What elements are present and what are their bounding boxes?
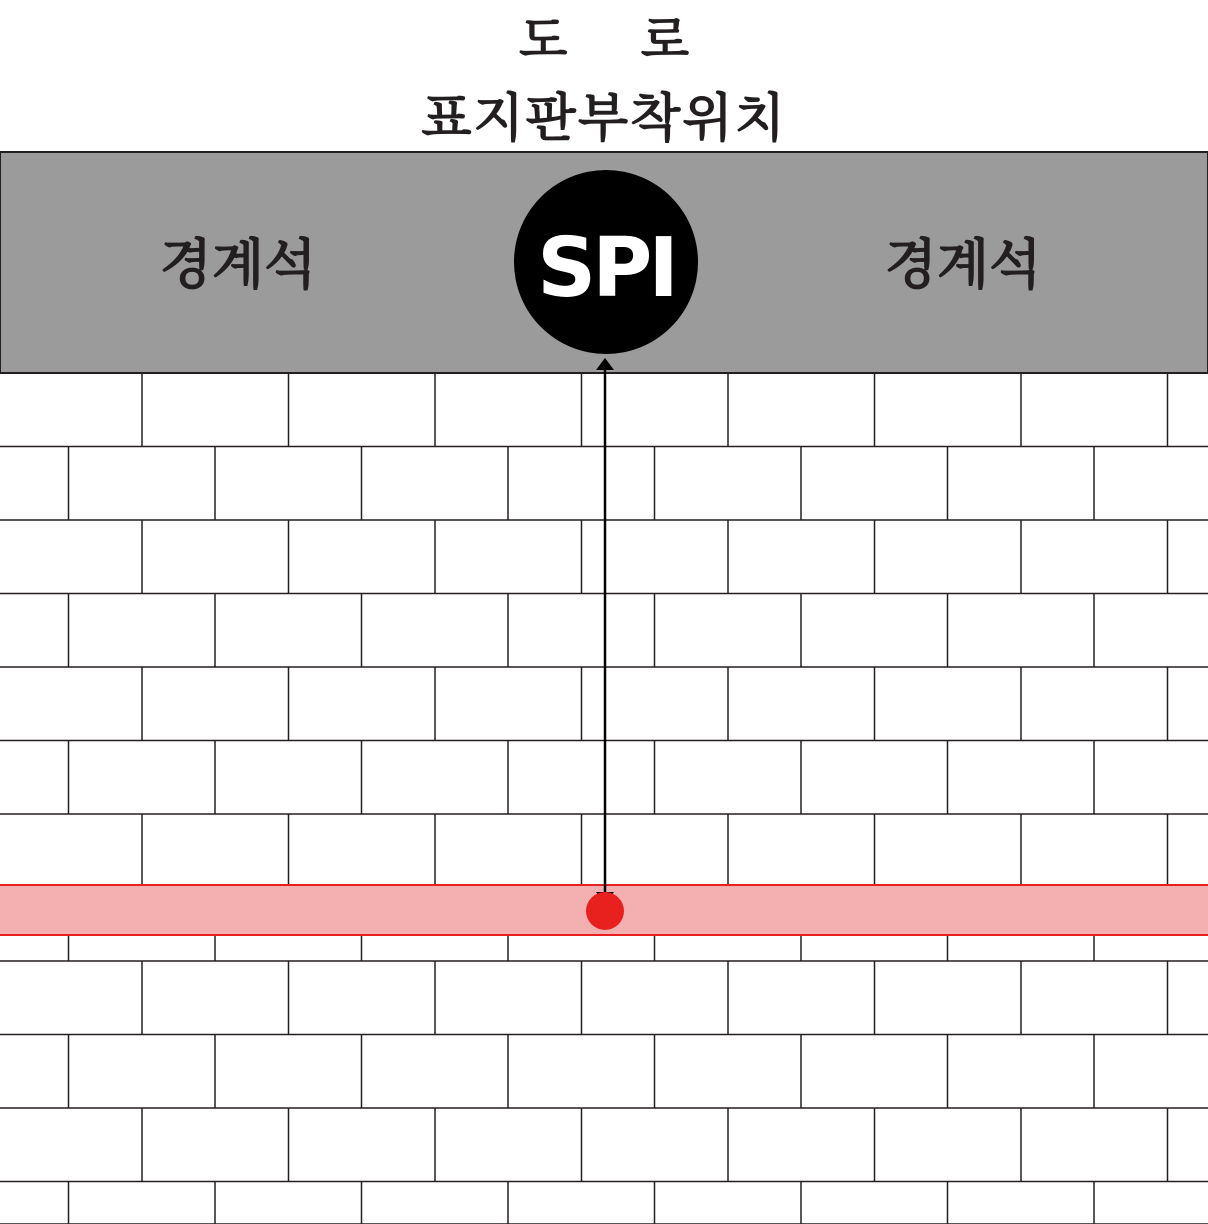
curbstone-label-left: 경계석 xyxy=(159,233,317,296)
road-title: 도 로 xyxy=(518,11,717,69)
spi-logo xyxy=(514,170,698,354)
curbstone-label-right: 경계석 xyxy=(884,233,1042,296)
sign-position-title: 표지판부착위치 xyxy=(421,89,787,149)
buried-line-marker xyxy=(586,892,624,930)
spi-logo-text: SPI xyxy=(537,221,675,316)
